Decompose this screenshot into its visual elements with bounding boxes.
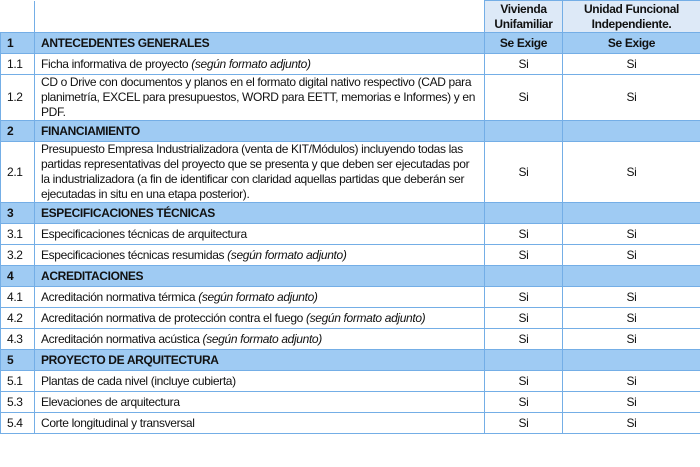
section-number: 1 bbox=[1, 33, 35, 54]
item-description bbox=[35, 287, 485, 308]
item-number: 1.1 bbox=[1, 54, 35, 75]
item-text: Acreditación normativa de protección contra el fuego bbox=[41, 310, 306, 325]
item-text: Especificaciones técnicas resumidas bbox=[41, 247, 228, 262]
table-row bbox=[1, 413, 700, 434]
section-title: ESPECIFICACIONES TÉCNICAS bbox=[35, 203, 485, 224]
item-number: 4.1 bbox=[1, 287, 35, 308]
table-row bbox=[1, 287, 700, 308]
section-unidad-value: Se Exige bbox=[563, 33, 700, 54]
item-description bbox=[35, 142, 485, 203]
table-row bbox=[1, 392, 700, 413]
unidad-value: Si bbox=[563, 392, 700, 413]
table-row bbox=[1, 224, 700, 245]
unidad-value: Si bbox=[563, 245, 700, 266]
unidad-value: Si bbox=[563, 54, 700, 75]
unidad-value: Si bbox=[563, 287, 700, 308]
header-blank bbox=[1, 1, 35, 33]
item-note: (según formato adjunto) bbox=[305, 310, 426, 325]
item-description bbox=[35, 54, 485, 75]
item-note: (según formato adjunto) bbox=[191, 56, 311, 71]
item-text: CD o Drive con documentos y planos en el formato digital nativo respectivo (CAD para planimetría, EXCEL para presupuestos, WORD para EETT, memorias e Informes) y en PDF. bbox=[41, 75, 476, 119]
section-row bbox=[1, 203, 700, 224]
unidad-value: Si bbox=[563, 224, 700, 245]
item-description bbox=[35, 245, 485, 266]
vivienda-value: Si bbox=[485, 392, 563, 413]
header-text: Independiente. bbox=[591, 16, 672, 31]
unidad-value: Si bbox=[563, 142, 700, 203]
section-row bbox=[1, 266, 700, 287]
item-number: 3.1 bbox=[1, 224, 35, 245]
section-vivienda-value bbox=[485, 121, 563, 142]
section-unidad-value bbox=[563, 203, 700, 224]
item-text: Especificaciones técnicas de arquitectura bbox=[41, 226, 247, 241]
item-text: Acreditación normativa térmica bbox=[41, 289, 199, 304]
section-vivienda-value bbox=[485, 350, 563, 371]
section-title: FINANCIAMIENTO bbox=[35, 121, 485, 142]
table-row bbox=[1, 54, 700, 75]
unidad-value: Si bbox=[563, 308, 700, 329]
header-text: Unifamiliar bbox=[494, 16, 553, 31]
vivienda-value: Si bbox=[485, 245, 563, 266]
unidad-value: Si bbox=[563, 371, 700, 392]
item-description bbox=[35, 75, 485, 121]
section-unidad-value bbox=[563, 350, 700, 371]
section-number: 4 bbox=[1, 266, 35, 287]
vivienda-value: Si bbox=[485, 75, 563, 121]
item-text: Presupuesto Empresa Industrializadora (venta de KIT/Módulos) incluyendo todas las partidas representativas del proyecto que se presenta y que deben ser ejecutadas por la industrializadora (a fin de identificar con claridad aquellas partidas que deberán ser ejecutadas in situ en una etapa posterior). bbox=[41, 142, 470, 201]
item-text: Acreditación normativa acústica bbox=[41, 331, 203, 346]
item-note: (según formato adjunto) bbox=[198, 289, 318, 304]
item-number: 5.4 bbox=[1, 413, 35, 434]
item-number: 5.1 bbox=[1, 371, 35, 392]
vivienda-value: Si bbox=[485, 371, 563, 392]
item-description bbox=[35, 392, 485, 413]
section-title: PROYECTO DE ARQUITECTURA bbox=[35, 350, 485, 371]
section-number: 2 bbox=[1, 121, 35, 142]
item-description bbox=[35, 413, 485, 434]
vivienda-value: Si bbox=[485, 308, 563, 329]
vivienda-value: Si bbox=[485, 413, 563, 434]
table-row bbox=[1, 245, 700, 266]
item-text: Corte longitudinal y transversal bbox=[41, 415, 195, 430]
section-unidad-value bbox=[563, 121, 700, 142]
item-number: 3.2 bbox=[1, 245, 35, 266]
section-row bbox=[1, 33, 700, 54]
item-note: (según formato adjunto) bbox=[202, 331, 322, 346]
header-unidad-funcional bbox=[563, 1, 700, 33]
item-number: 1.2 bbox=[1, 75, 35, 121]
item-note: (según formato adjunto) bbox=[227, 247, 347, 262]
header-row bbox=[1, 1, 700, 33]
table-row bbox=[1, 142, 700, 203]
section-row bbox=[1, 121, 700, 142]
item-description bbox=[35, 308, 485, 329]
section-number: 5 bbox=[1, 350, 35, 371]
vivienda-value: Si bbox=[485, 287, 563, 308]
item-text: Plantas de cada nivel (incluye cubierta) bbox=[41, 373, 236, 388]
item-number: 5.3 bbox=[1, 392, 35, 413]
section-vivienda-value bbox=[485, 266, 563, 287]
header-blank bbox=[35, 1, 485, 33]
vivienda-value: Si bbox=[485, 224, 563, 245]
item-description bbox=[35, 224, 485, 245]
unidad-value: Si bbox=[563, 329, 700, 350]
item-description bbox=[35, 329, 485, 350]
section-vivienda-value: Se Exige bbox=[485, 33, 563, 54]
header-vivienda-unifamiliar bbox=[485, 1, 563, 33]
vivienda-value: Si bbox=[485, 54, 563, 75]
table-row bbox=[1, 371, 700, 392]
item-number: 2.1 bbox=[1, 142, 35, 203]
section-row bbox=[1, 350, 700, 371]
section-title: ANTECEDENTES GENERALES bbox=[35, 33, 485, 54]
section-number: 3 bbox=[1, 203, 35, 224]
header-text: Unidad Funcional bbox=[583, 1, 680, 16]
unidad-value: Si bbox=[563, 413, 700, 434]
vivienda-value: Si bbox=[485, 142, 563, 203]
unidad-value: Si bbox=[563, 75, 700, 121]
table-row bbox=[1, 329, 700, 350]
item-description bbox=[35, 371, 485, 392]
table-row bbox=[1, 75, 700, 121]
table-row bbox=[1, 308, 700, 329]
item-text: Elevaciones de arquitectura bbox=[41, 394, 180, 409]
item-number: 4.3 bbox=[1, 329, 35, 350]
item-text: Ficha informativa de proyecto bbox=[41, 56, 192, 71]
vivienda-value: Si bbox=[485, 329, 563, 350]
item-number: 4.2 bbox=[1, 308, 35, 329]
section-title: ACREDITACIONES bbox=[35, 266, 485, 287]
section-vivienda-value bbox=[485, 203, 563, 224]
section-unidad-value bbox=[563, 266, 700, 287]
header-text: Vivienda bbox=[500, 1, 547, 16]
